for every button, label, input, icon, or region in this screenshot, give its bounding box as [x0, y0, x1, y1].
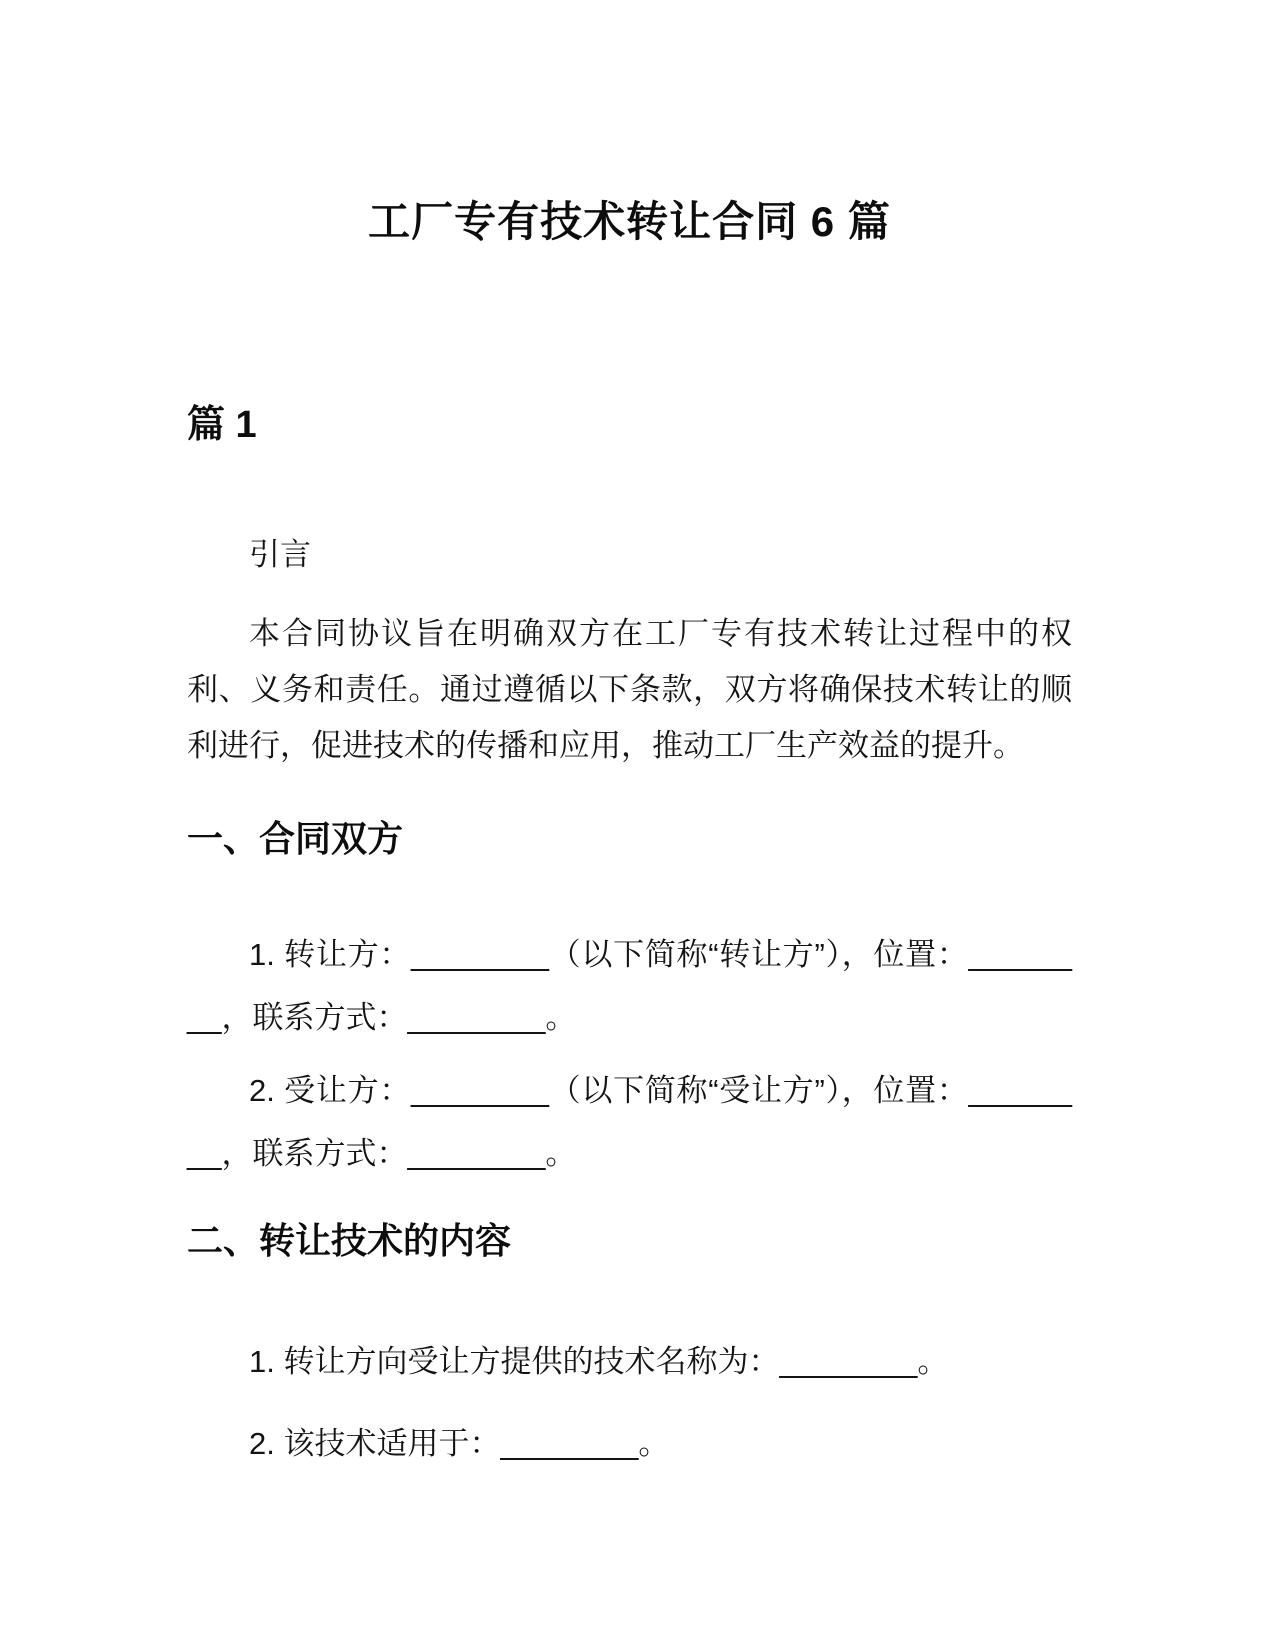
piece-1-heading: 篇 1	[187, 404, 257, 446]
document-content	[0, 194, 1072, 1475]
intro-label: 引言	[249, 537, 311, 572]
transferor-blank-line: 1. 转让方：________（以下简称“转让方”），位置：________，联系方式：________。	[187, 937, 1072, 1035]
section-1-heading-contract-parties: 一、合同双方	[187, 818, 404, 859]
technology-scope-blank-line: 2. 该技术适用于：________。	[249, 1426, 670, 1461]
intro-paragraph: 本合同协议旨在明确双方在工厂专有技术转让过程中的权利、义务和责任。通过遵循以下条款，双方将确保技术转让的顺利进行，促进技术的传播和应用，推动工厂生产效益的提升。	[187, 616, 1072, 763]
document-title: 工厂专有技术转让合同 6 篇	[368, 198, 891, 245]
section-2-heading-technology-content: 二、转让技术的内容	[187, 1220, 512, 1261]
transferee-blank-line: 2. 受让方：________（以下简称“受让方”），位置：________，联系方式：________。	[187, 1073, 1072, 1171]
technology-name-blank-line: 1. 转让方向受让方提供的技术名称为：________。	[249, 1344, 949, 1379]
